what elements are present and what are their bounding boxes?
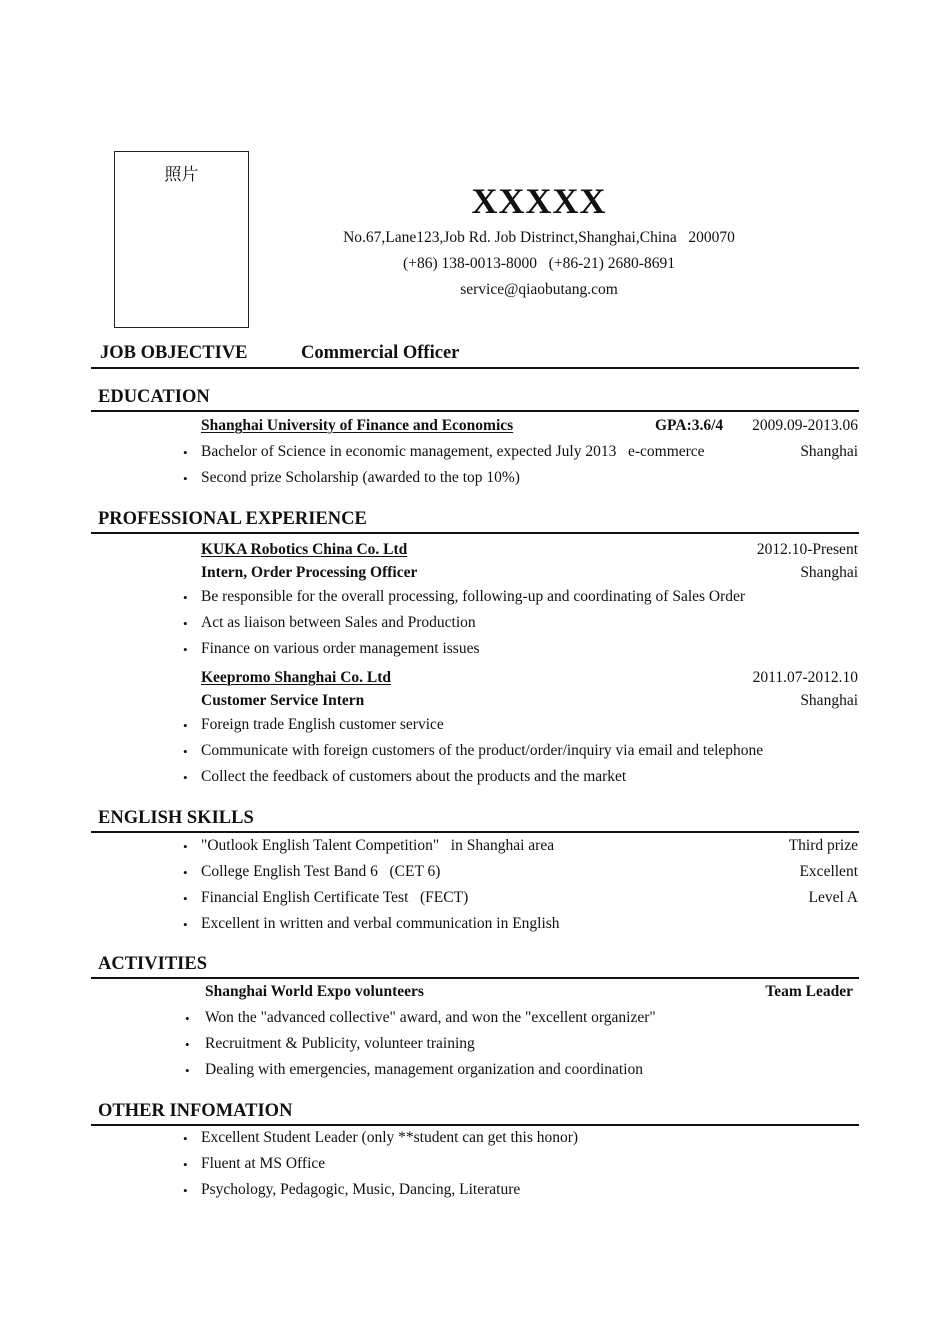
bullet: • bbox=[183, 744, 188, 759]
other-bullet: Psychology, Pedagogic, Music, Dancing, Literature bbox=[201, 1181, 521, 1198]
section-title-experience: PROFESSIONAL EXPERIENCE bbox=[98, 509, 367, 529]
other-bullet: Excellent Student Leader (only **student can get this honor) bbox=[201, 1129, 579, 1146]
section-rule bbox=[91, 410, 859, 412]
phone-numbers: (+86) 138-0013-8000 (+86-21) 2680-8691 bbox=[403, 255, 675, 272]
bullet: • bbox=[183, 1157, 188, 1172]
section-title-education: EDUCATION bbox=[98, 387, 210, 407]
bullet: • bbox=[183, 839, 188, 854]
education-dates: 2009.09-2013.06 bbox=[752, 417, 858, 434]
education-school: Shanghai University of Finance and Economics bbox=[201, 417, 514, 434]
bullet: • bbox=[185, 1037, 190, 1052]
address: No.67,Lane123,Job Rd. Job Distrinct,Shanghai,China 200070 bbox=[343, 229, 735, 246]
section-rule bbox=[91, 367, 859, 369]
bullet: • bbox=[183, 471, 188, 486]
email: service@qiaobutang.com bbox=[460, 281, 618, 298]
english-item: College English Test Band 6 (CET 6) bbox=[201, 863, 441, 880]
bullet: • bbox=[183, 718, 188, 733]
section-rule bbox=[91, 1124, 859, 1126]
job-bullet: Communicate with foreign customers of the product/order/inquiry via email and telephone bbox=[201, 742, 764, 759]
bullet: • bbox=[183, 642, 188, 657]
objective-label: JOB OBJECTIVE bbox=[100, 343, 248, 363]
bullet: • bbox=[183, 1131, 188, 1146]
job-role: Customer Service Intern bbox=[201, 692, 365, 709]
activity-bullet: Won the "advanced collective" award, and won the "excellent organizer" bbox=[205, 1009, 656, 1026]
job-location: Shanghai bbox=[800, 564, 858, 581]
photo-placeholder bbox=[114, 151, 249, 328]
job-location: Shanghai bbox=[800, 692, 858, 709]
section-title-other: OTHER INFOMATION bbox=[98, 1101, 293, 1121]
activity-bullet: Dealing with emergencies, management organization and coordination bbox=[205, 1061, 644, 1078]
job-bullet: Act as liaison between Sales and Production bbox=[201, 614, 476, 631]
education-location: Shanghai bbox=[800, 443, 858, 460]
candidate-name: XXXXX bbox=[471, 181, 607, 221]
activity-role: Team Leader bbox=[765, 983, 853, 1000]
activity-name: Shanghai World Expo volunteers bbox=[205, 983, 424, 1000]
english-item: Financial English Certificate Test (FECT) bbox=[201, 889, 469, 906]
english-result: Level A bbox=[808, 889, 858, 906]
job-company: KUKA Robotics China Co. Ltd bbox=[201, 541, 408, 558]
bullet: • bbox=[185, 1063, 190, 1078]
bullet: • bbox=[183, 891, 188, 906]
job-role: Intern, Order Processing Officer bbox=[201, 564, 418, 581]
english-item: Excellent in written and verbal communication in English bbox=[201, 915, 560, 932]
job-bullet: Be responsible for the overall processing, following-up and coordinating of Sales Order bbox=[201, 588, 746, 605]
photo-label: 照片 bbox=[164, 165, 199, 185]
bullet: • bbox=[183, 590, 188, 605]
section-rule bbox=[91, 532, 859, 534]
job-dates: 2011.07-2012.10 bbox=[752, 669, 858, 686]
bullet: • bbox=[183, 616, 188, 631]
objective-value: Commercial Officer bbox=[301, 343, 460, 363]
bullet: • bbox=[183, 865, 188, 880]
job-bullet: Foreign trade English customer service bbox=[201, 716, 444, 733]
job-bullet: Collect the feedback of customers about the products and the market bbox=[201, 768, 627, 785]
section-title-activities: ACTIVITIES bbox=[98, 954, 207, 974]
job-bullet: Finance on various order management issues bbox=[201, 640, 480, 657]
bullet: • bbox=[183, 1183, 188, 1198]
education-bullet: Bachelor of Science in economic management, expected July 2013 e-commerce bbox=[201, 443, 705, 460]
bullet: • bbox=[183, 770, 188, 785]
activity-bullet: Recruitment & Publicity, volunteer training bbox=[205, 1035, 475, 1052]
education-bullet: Second prize Scholarship (awarded to the top 10%) bbox=[201, 469, 520, 486]
english-result: Third prize bbox=[788, 837, 858, 854]
bullet: • bbox=[183, 445, 188, 460]
job-dates: 2012.10-Present bbox=[756, 541, 858, 558]
section-title-english: ENGLISH SKILLS bbox=[98, 808, 254, 828]
section-rule bbox=[91, 977, 859, 979]
english-item: "Outlook English Talent Competition" in Shanghai area bbox=[201, 837, 555, 854]
bullet: • bbox=[183, 917, 188, 932]
section-rule bbox=[91, 831, 859, 833]
english-result: Excellent bbox=[799, 863, 858, 880]
job-company: Keepromo Shanghai Co. Ltd bbox=[201, 669, 392, 686]
other-bullet: Fluent at MS Office bbox=[201, 1155, 326, 1172]
education-gpa: GPA:3.6/4 bbox=[655, 417, 724, 434]
bullet: • bbox=[185, 1011, 190, 1026]
